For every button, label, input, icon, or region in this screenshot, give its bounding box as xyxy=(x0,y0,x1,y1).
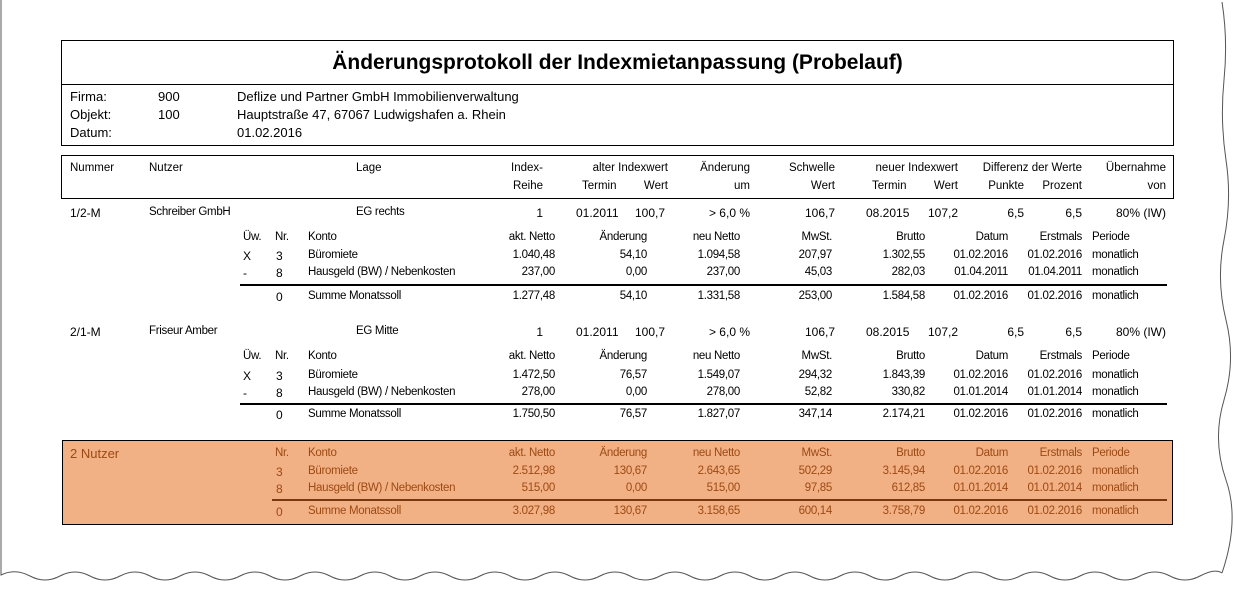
tenant-schwelle: 106,7 xyxy=(804,325,835,339)
row-brutto: 1.302,55 xyxy=(882,249,925,261)
sub-header-periode: Periode xyxy=(1092,447,1130,459)
row-periode: monatlich xyxy=(1092,386,1139,398)
col-neuer-termin: Termin xyxy=(872,180,907,192)
row-mwst: 207,97 xyxy=(798,249,832,261)
tenant-nummer: 1/2-M xyxy=(70,206,101,220)
row-datum: 01.02.2016 xyxy=(953,465,1008,477)
objekt-label: Objekt: xyxy=(70,107,112,122)
sub-header-akt-netto: akt. Netto xyxy=(508,447,555,459)
sub-header-brutto: Brutto xyxy=(896,231,925,243)
tenant-nutzer: Schreiber GmbH xyxy=(149,206,231,218)
row-nr: 3 xyxy=(276,369,283,383)
tenant-lage: EG rechts xyxy=(356,206,405,218)
col-differenz: Differenz der Werte xyxy=(982,162,1082,174)
sub-header-periode: Periode xyxy=(1092,231,1130,243)
tenant-alter-termin: 01.2011 xyxy=(576,206,619,220)
sub-header-brutto: Brutto xyxy=(896,447,925,459)
tenant-neuer-wert: 107,2 xyxy=(927,206,958,220)
sum-divider xyxy=(240,284,1167,286)
row-brutto: 612,85 xyxy=(891,482,925,494)
row-akt-netto: 1.472,50 xyxy=(512,369,555,381)
sum-brutto: 1.584,58 xyxy=(882,290,925,302)
sum-akt-netto: 3.027,98 xyxy=(512,505,555,517)
sub-header-mwst: MwSt. xyxy=(801,447,832,459)
sum-periode: monatlich xyxy=(1092,408,1139,420)
row-neu-netto: 515,00 xyxy=(706,482,740,494)
row-erstmals: 01.04.2011 xyxy=(1028,266,1082,278)
sum-konto: Summe Monatssoll xyxy=(308,290,401,302)
sum-periode: monatlich xyxy=(1092,290,1139,302)
row-konto: Hausgeld (BW) / Nebenkosten xyxy=(308,266,456,278)
row-brutto: 330,82 xyxy=(891,386,925,398)
sub-header-datum: Datum xyxy=(975,231,1008,243)
sum-neu-netto: 3.158,65 xyxy=(697,505,740,517)
row-neu-netto: 2.643,65 xyxy=(697,465,740,477)
col-nummer: Nummer xyxy=(70,162,115,174)
sum-periode: monatlich xyxy=(1092,505,1139,517)
col-schwelle-wert: Wert xyxy=(810,180,835,192)
row-brutto: 282,03 xyxy=(891,266,925,278)
sum-nr: 0 xyxy=(276,408,283,422)
sum-datum: 01.02.2016 xyxy=(953,505,1008,517)
col-index-1: Index- xyxy=(511,162,543,174)
row-aenderung: 0,00 xyxy=(625,266,647,278)
objekt-address: Hauptstraße 47, 67067 Ludwigshafen a. Rhein xyxy=(237,107,506,122)
tenant-uebernahme: 80% (IW) xyxy=(1115,325,1166,339)
row-nr: 8 xyxy=(276,266,283,280)
row-periode: monatlich xyxy=(1092,482,1139,494)
sub-header-konto: Konto xyxy=(308,447,337,459)
row-aenderung: 0,00 xyxy=(625,386,647,398)
sum-brutto: 2.174,21 xyxy=(882,408,925,420)
col-diff-punkte: Punkte xyxy=(988,180,1024,192)
sub-header-erstmals: Erstmals xyxy=(1039,350,1082,362)
tenant-uebernahme: 80% (IW) xyxy=(1115,206,1166,220)
sub-header-mwst: MwSt. xyxy=(801,350,832,362)
col-uebernahme-von: von xyxy=(1147,180,1166,192)
tenant-diff-prozent: 6,5 xyxy=(1065,325,1082,339)
sub-header-uew: Üw. xyxy=(243,231,262,243)
row-mwst: 52,82 xyxy=(804,386,832,398)
col-lage: Lage xyxy=(356,162,382,174)
col-uebernahme: Übernahme xyxy=(1105,162,1166,174)
sum-brutto: 3.758,79 xyxy=(882,505,925,517)
col-alter-indexwert: alter Indexwert xyxy=(592,162,668,174)
row-mwst: 45,03 xyxy=(804,266,832,278)
row-aenderung: 54,10 xyxy=(619,249,647,261)
row-erstmals: 01.01.2014 xyxy=(1027,386,1082,398)
row-aenderung: 130,67 xyxy=(613,465,647,477)
col-nutzer: Nutzer xyxy=(149,162,183,174)
tenant-diff-punkte: 6,5 xyxy=(1007,325,1024,339)
row-brutto: 3.145,94 xyxy=(882,465,925,477)
row-erstmals: 01.02.2016 xyxy=(1027,465,1082,477)
row-periode: monatlich xyxy=(1092,266,1139,278)
tenant-alter-wert: 100,7 xyxy=(634,325,665,339)
sum-datum: 01.02.2016 xyxy=(953,290,1008,302)
row-akt-netto: 278,00 xyxy=(521,386,555,398)
sum-aenderung: 76,57 xyxy=(619,408,647,420)
sub-header-aenderung: Änderung xyxy=(599,447,647,459)
col-aenderung-um: um xyxy=(734,180,750,192)
title-box xyxy=(61,40,1174,85)
row-neu-netto: 1.549,07 xyxy=(697,369,740,381)
row-konto: Hausgeld (BW) / Nebenkosten xyxy=(308,386,456,398)
row-erstmals: 01.02.2016 xyxy=(1027,249,1082,261)
sum-neu-netto: 1.827,07 xyxy=(697,408,740,420)
info-box xyxy=(61,84,1174,146)
datum-value: 01.02.2016 xyxy=(237,125,303,140)
sum-divider xyxy=(272,499,1167,501)
sum-neu-netto: 1.331,58 xyxy=(697,290,740,302)
sum-datum: 01.02.2016 xyxy=(953,408,1008,420)
sum-aenderung: 130,67 xyxy=(613,505,647,517)
sub-header-neu-netto: neu Netto xyxy=(692,231,740,243)
tenant-diff-prozent: 6,5 xyxy=(1065,206,1082,220)
row-uew: - xyxy=(243,266,247,280)
row-aenderung: 76,57 xyxy=(619,369,647,381)
tenant-alter-wert: 100,7 xyxy=(634,206,665,220)
row-mwst: 294,32 xyxy=(798,369,832,381)
sum-divider xyxy=(240,403,1167,405)
sub-header-aenderung: Änderung xyxy=(599,231,647,243)
sub-header-nr: Nr. xyxy=(275,447,289,459)
row-nr: 3 xyxy=(276,249,283,263)
firma-label: Firma: xyxy=(70,89,107,104)
row-neu-netto: 278,00 xyxy=(706,386,740,398)
row-datum: 01.01.2014 xyxy=(953,386,1008,398)
sub-header-brutto: Brutto xyxy=(896,350,925,362)
tenant-diff-punkte: 6,5 xyxy=(1007,206,1024,220)
row-konto: Büromiete xyxy=(308,369,358,381)
firma-nr: 900 xyxy=(158,89,180,104)
row-datum: 01.02.2016 xyxy=(953,249,1008,261)
row-periode: monatlich xyxy=(1092,465,1139,477)
sub-header-datum: Datum xyxy=(975,447,1008,459)
row-aenderung: 0,00 xyxy=(625,482,647,494)
sum-konto: Summe Monatssoll xyxy=(308,505,401,517)
row-neu-netto: 1.094,58 xyxy=(697,249,740,261)
sum-erstmals: 01.02.2016 xyxy=(1027,408,1082,420)
sub-header-akt-netto: akt. Netto xyxy=(508,231,555,243)
tenant-lage: EG Mitte xyxy=(356,325,399,337)
sub-header-erstmals: Erstmals xyxy=(1039,231,1082,243)
sum-akt-netto: 1.277,48 xyxy=(512,290,555,302)
col-neuer-indexwert: neuer Indexwert xyxy=(875,162,958,174)
col-diff-prozent: Prozent xyxy=(1042,180,1082,192)
tenant-alter-termin: 01.2011 xyxy=(576,325,619,339)
col-alter-termin: Termin xyxy=(582,180,617,192)
sum-akt-netto: 1.750,50 xyxy=(512,408,555,420)
sub-header-neu-netto: neu Netto xyxy=(692,350,740,362)
tenant-aenderung: > 6,0 % xyxy=(708,325,750,339)
tenant-neuer-termin: 08.2015 xyxy=(866,206,910,220)
sum-mwst: 253,00 xyxy=(798,290,832,302)
sum-aenderung: 54,10 xyxy=(619,290,647,302)
sub-header-neu-netto: neu Netto xyxy=(692,447,740,459)
row-erstmals: 01.02.2016 xyxy=(1027,369,1082,381)
col-index-2: Reihe xyxy=(512,180,543,192)
sub-header-nr: Nr. xyxy=(275,350,289,362)
row-konto: Hausgeld (BW) / Nebenkosten xyxy=(308,482,456,494)
col-aenderung: Änderung xyxy=(700,162,750,174)
sub-header-erstmals: Erstmals xyxy=(1039,447,1082,459)
row-konto: Büromiete xyxy=(308,249,358,261)
sum-mwst: 600,14 xyxy=(798,505,832,517)
row-datum: 01.01.2014 xyxy=(953,482,1008,494)
sum-erstmals: 01.02.2016 xyxy=(1027,505,1082,517)
sub-header-mwst: MwSt. xyxy=(801,231,832,243)
row-nr: 3 xyxy=(276,465,283,479)
sub-header-konto: Konto xyxy=(308,231,337,243)
row-neu-netto: 237,00 xyxy=(706,266,740,278)
report-title: Änderungsprotokoll der Indexmietanpassung (Probelauf) xyxy=(332,51,903,74)
sum-nr: 0 xyxy=(276,290,283,304)
sub-header-uew: Üw. xyxy=(243,350,262,362)
tenant-neuer-termin: 08.2015 xyxy=(866,325,910,339)
sub-header-akt-netto: akt. Netto xyxy=(508,350,555,362)
tenant-neuer-wert: 107,2 xyxy=(927,325,958,339)
sub-header-konto: Konto xyxy=(308,350,337,362)
datum-label: Datum: xyxy=(70,125,112,140)
sub-header-periode: Periode xyxy=(1092,350,1130,362)
row-akt-netto: 515,00 xyxy=(521,482,555,494)
row-periode: monatlich xyxy=(1092,249,1139,261)
tenant-index-reihe: 1 xyxy=(536,206,543,220)
sub-header-aenderung: Änderung xyxy=(599,350,647,362)
firma-name: Deflize und Partner GmbH Immobilienverwaltung xyxy=(237,89,519,104)
col-schwelle: Schwelle xyxy=(788,162,835,174)
objekt-nr: 100 xyxy=(158,107,180,122)
col-alter-wert: Wert xyxy=(643,180,668,192)
row-mwst: 502,29 xyxy=(798,465,832,477)
row-akt-netto: 1.040,48 xyxy=(512,249,555,261)
totals-label: 2 Nutzer xyxy=(70,446,120,461)
row-uew: - xyxy=(243,386,247,400)
tenant-aenderung: > 6,0 % xyxy=(708,206,750,220)
row-akt-netto: 2.512,98 xyxy=(512,465,555,477)
row-erstmals: 01.01.2014 xyxy=(1027,482,1082,494)
row-brutto: 1.843,39 xyxy=(882,369,925,381)
tenant-nutzer: Friseur Amber xyxy=(149,325,218,337)
sub-header-nr: Nr. xyxy=(275,231,289,243)
tenant-schwelle: 106,7 xyxy=(804,206,835,220)
row-uew: X xyxy=(243,249,252,263)
sum-mwst: 347,14 xyxy=(798,408,832,420)
tenant-index-reihe: 1 xyxy=(536,325,543,339)
row-nr: 8 xyxy=(276,386,283,400)
row-datum: 01.02.2016 xyxy=(953,369,1008,381)
tenant-nummer: 2/1-M xyxy=(70,325,101,339)
sum-erstmals: 01.02.2016 xyxy=(1027,290,1082,302)
row-konto: Büromiete xyxy=(308,465,358,477)
row-periode: monatlich xyxy=(1092,369,1139,381)
sum-konto: Summe Monatssoll xyxy=(308,408,401,420)
sub-header-datum: Datum xyxy=(975,350,1008,362)
row-uew: X xyxy=(243,369,252,383)
sum-nr: 0 xyxy=(276,505,283,519)
row-nr: 8 xyxy=(276,482,283,496)
row-mwst: 97,85 xyxy=(804,482,832,494)
col-neuer-wert: Wert xyxy=(933,180,958,192)
row-akt-netto: 237,00 xyxy=(521,266,555,278)
row-datum: 01.04.2011 xyxy=(954,266,1008,278)
